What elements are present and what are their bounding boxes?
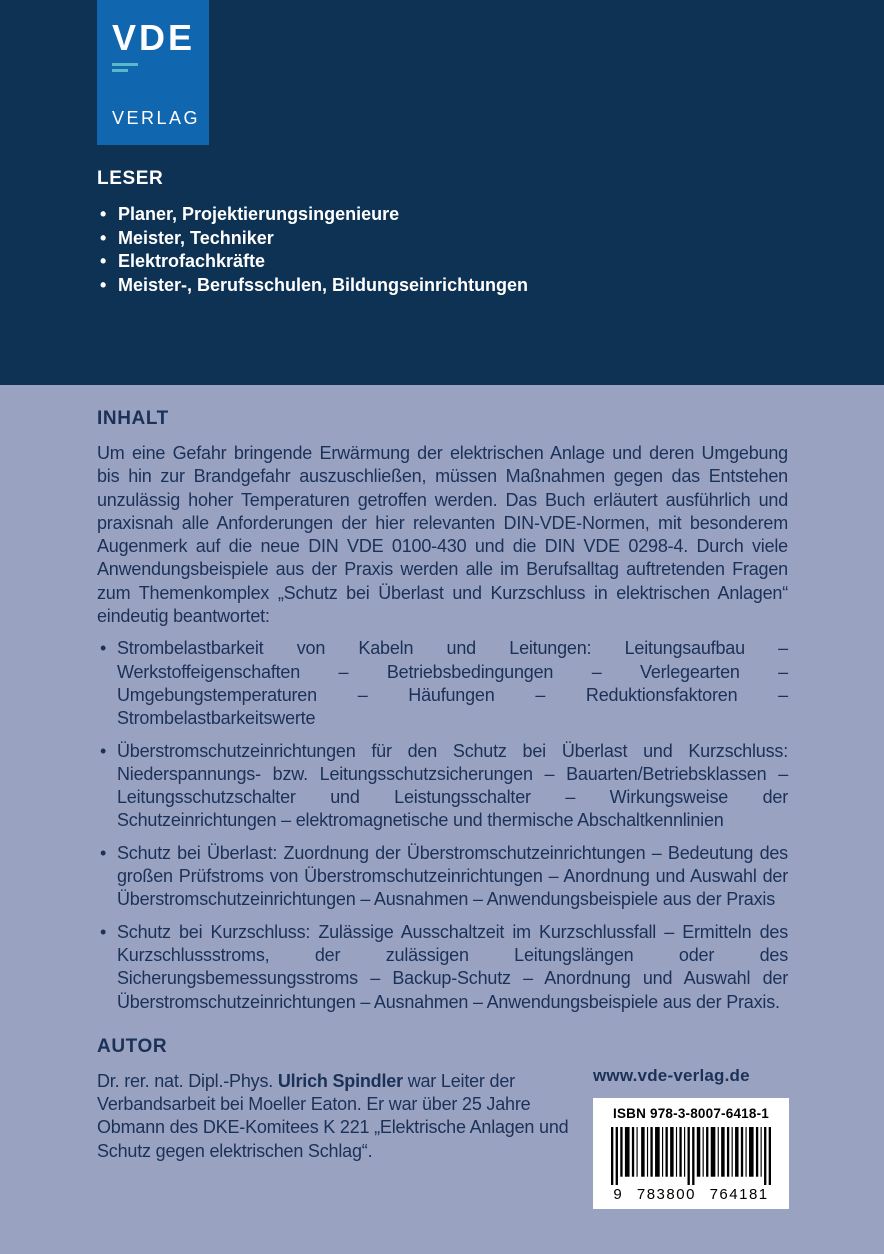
leser-item-label: Planer, Projektierungsingenieure [118, 204, 400, 224]
bullet-icon: • [100, 842, 107, 863]
isbn-barcode-box [593, 1098, 789, 1209]
logo-vde-text: VDE [112, 17, 196, 58]
leser-item [97, 227, 528, 251]
logo-verlag-text: VERLAG [112, 108, 201, 128]
bullet-icon: • [100, 204, 107, 224]
autor-text-prefix: Dr. rer. nat. Dipl.-Phys. [97, 1070, 278, 1091]
bullet-icon: • [100, 274, 107, 295]
inhalt-item [97, 740, 788, 833]
leser-item [97, 203, 528, 227]
footer-right-column [593, 1066, 789, 1209]
bullet-icon: • [100, 921, 107, 942]
leser-list [97, 203, 528, 297]
leser-title: LESER [97, 168, 164, 189]
leser-item [97, 250, 528, 274]
inhalt-item [97, 637, 788, 730]
publisher-website: www.vde-verlag.de [593, 1066, 750, 1085]
inhalt-item-text: Strombelastbarkeit von Kabeln und Leitungen: Leitungsaufbau – Werkstoffeigenschaften – Betriebsbedingungen – Verlegearten – Umgebungstemperaturen – Häufungen – Reduktionsfaktoren – Strombelastbarkeitswerte [117, 638, 788, 729]
autor-name: Ulrich Spindler [277, 1070, 403, 1091]
vde-logo [97, 0, 209, 145]
bullet-icon: • [100, 251, 107, 271]
inhalt-item-text: Schutz bei Überlast: Zuordnung der Überstromschutzeinrichtungen – Bedeutung des großen Prüfstroms von Überstromschutzeinrichtungen – Anordnung und Auswahl der Überstromschutzeinrichtungen – Ausnahmen – Anwendungsbeispiele aus der Praxis [117, 842, 788, 910]
bullet-icon: • [100, 638, 107, 659]
logo-mark-icon [112, 63, 142, 72]
leser-item [97, 274, 528, 298]
leser-item-label: Meister-, Berufsschulen, Bildungseinrichtungen [118, 274, 529, 295]
inhalt-intro: Um eine Gefahr bringende Erwärmung der elektrischen Anlage und deren Umgebung bis hin zur Brandgefahr auszuschließen, müssen Maßnahmen gegen das Entstehen unzulässig hoher Temperaturen getroffen werden. Das Buch erläutert ausführlich und praxisnah alle Anforderungen der hier relevanten DIN-VDE-Normen, mit besonderem Augenmerk auf die neue DIN VDE 0100-430 und die DIN VDE 0298-4. Durch viele Anwendungsbeispiele aus der Praxis werden alle im Berufsalltag auftretenden Fragen zum Themenkomplex „Schutz bei Überlast und Kurzschluss in elektrischen Anlagen“ eindeutig beantwortet: [97, 443, 788, 627]
inhalt-item-text: Überstromschutzeinrichtungen für den Schutz bei Überlast und Kurzschluss: Niederspannungs- bzw. Leitungsschutzsicherungen – Bauarten/Betriebsklassen – Leitungsschutzschalter und Leistungsschalter – Wirkungsweise der Schutzeinrichtungen – elektromagnetische und thermische Abschaltkennlinien [117, 740, 788, 831]
isbn-label: ISBN 978-3-8007-6418-1 [613, 1106, 769, 1121]
inhalt-item [97, 921, 788, 1014]
ean-digits: 9 783800 764181 [613, 1186, 769, 1203]
leser-section [97, 168, 528, 297]
bullet-icon: • [100, 227, 107, 248]
autor-text-suffix: war Leiter der Verbandsarbeit bei Moeller Eaton. Er war über 25 Jahre Obmann des DKE-Komitees K 221 „Elektrische Anlagen und Schutz gegen elektrischen Schlag“. [97, 1070, 569, 1161]
inhalt-title: INHALT [97, 408, 169, 429]
inhalt-list [97, 637, 788, 1013]
autor-text [97, 1070, 583, 1163]
top-banner [0, 0, 884, 385]
inhalt-item-text: Schutz bei Kurzschluss: Zulässige Ausschaltzeit im Kurzschlussfall – Ermitteln des Kurzschlussstroms, der zulässigen Leitungslängen oder des Sicherungsbemessungsstroms – Backup-Schutz – Anordnung und Auswahl der Überstromschutzeinrichtungen – Ausnahmen – Anwendungsbeispiele aus der Praxis. [117, 921, 788, 1012]
leser-item-label: Elektrofachkräfte [118, 251, 266, 271]
bullet-icon: • [100, 740, 107, 761]
inhalt-item [97, 842, 788, 912]
ean-barcode-icon [602, 1127, 780, 1185]
autor-title: AUTOR [97, 1035, 168, 1057]
leser-item-label: Meister, Techniker [118, 227, 274, 248]
